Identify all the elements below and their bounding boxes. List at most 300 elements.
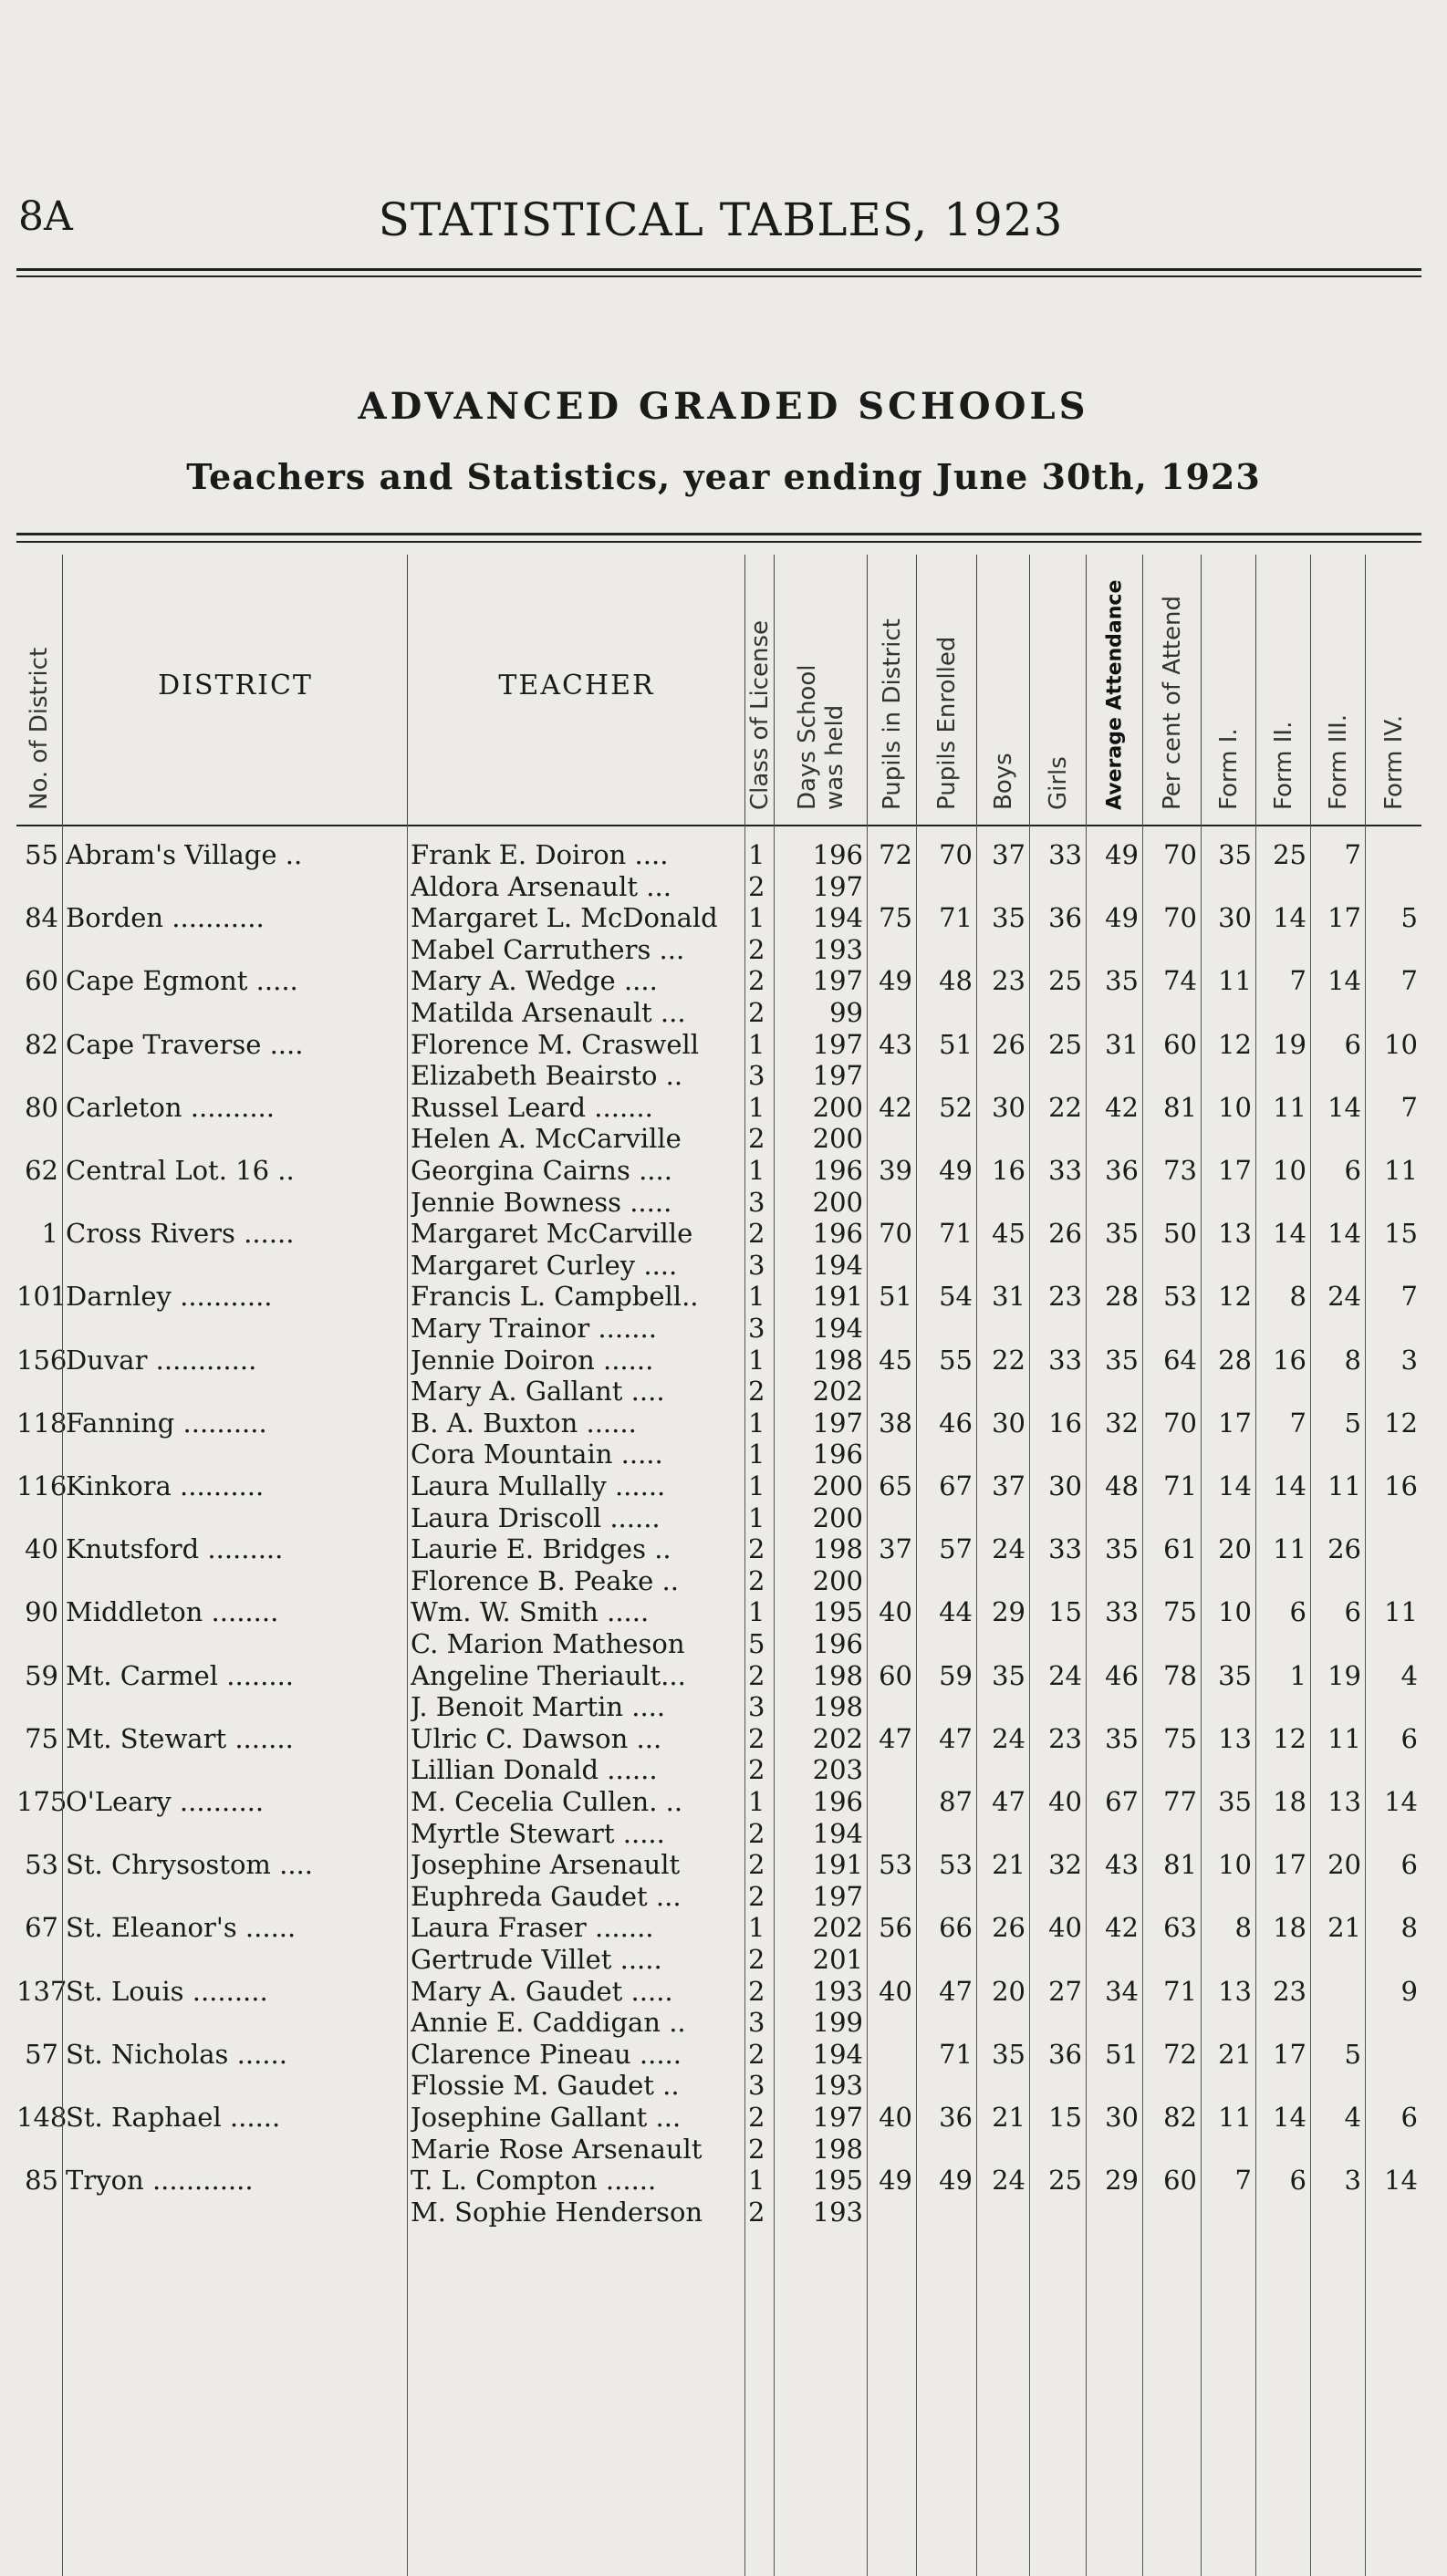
table-row <box>16 1881 1421 1913</box>
cell-cls: 1 <box>748 1596 765 1628</box>
cell-f1: 17 <box>1218 1407 1252 1439</box>
cell-avg: 31 <box>1105 1028 1139 1060</box>
cell-girls <box>1029 1881 1082 1913</box>
cell-f3 <box>1310 1123 1361 1155</box>
cell-pd: 65 <box>879 1470 912 1501</box>
cell-f2: 25 <box>1273 839 1306 870</box>
cell-district: Tryon ............ <box>66 2165 254 2197</box>
cell-pct: 75 <box>1163 1722 1197 1754</box>
table-row <box>16 2197 1421 2228</box>
cell-girls <box>1029 2197 1082 2228</box>
cell-f2: 14 <box>1273 1218 1306 1250</box>
cell-cls: 2 <box>748 870 765 902</box>
cell-f4 <box>1365 1123 1418 1155</box>
cell-pe: 36 <box>939 2102 973 2133</box>
cell-boys: 26 <box>992 1912 1025 1944</box>
table-row <box>16 2007 1421 2039</box>
cell-f3 <box>1310 1976 1361 2008</box>
cell-days: 200 <box>812 1501 863 1533</box>
col-header-label: TEACHER <box>498 670 655 701</box>
cell-pct: 70 <box>1163 902 1197 934</box>
cell-f3: 14 <box>1327 965 1361 997</box>
cell-district <box>66 1313 405 1345</box>
cell-f1 <box>1201 1439 1252 1470</box>
cell-f3: 5 <box>1344 1407 1361 1439</box>
cell-cls: 1 <box>748 1344 765 1376</box>
cell-pd: 37 <box>879 1533 912 1565</box>
cell-teacher: Josephine Gallant ... <box>411 2102 682 2133</box>
cell-no: 118 <box>16 1407 68 1439</box>
cell-cls: 2 <box>748 1564 765 1596</box>
cell-girls <box>1029 1250 1082 1282</box>
cell-f3 <box>1310 934 1361 966</box>
cell-girls <box>1029 1376 1082 1407</box>
cell-boys: 24 <box>992 2165 1025 2197</box>
cell-cls: 1 <box>748 1439 765 1470</box>
cell-f4: 15 <box>1384 1218 1418 1250</box>
cell-cls: 2 <box>748 1376 765 1407</box>
cell-no <box>16 1628 58 1660</box>
cell-f4: 16 <box>1384 1470 1418 1501</box>
cell-teacher: M. Sophie Henderson <box>411 2196 703 2228</box>
cell-pe: 55 <box>939 1344 973 1376</box>
cell-f1 <box>1201 1502 1252 1534</box>
cell-girls: 33 <box>1048 1155 1082 1186</box>
cell-pct <box>1142 1250 1197 1282</box>
cell-avg: 46 <box>1105 1659 1139 1691</box>
cell-f4 <box>1365 1313 1418 1345</box>
cell-girls: 22 <box>1048 1091 1082 1123</box>
cell-cls: 3 <box>748 1249 765 1281</box>
column-divider <box>774 825 775 2576</box>
column-divider <box>1255 825 1256 2576</box>
cell-no: 57 <box>25 2038 58 2070</box>
cell-no: 156 <box>16 1344 68 1376</box>
cell-pd <box>867 1881 912 1913</box>
cell-f4 <box>1365 2070 1418 2102</box>
cell-no <box>16 1502 58 1534</box>
cell-f3: 8 <box>1344 1344 1361 1376</box>
cell-pd <box>867 1691 912 1723</box>
cell-avg: 42 <box>1105 1912 1139 1944</box>
cell-f4: 9 <box>1400 1975 1418 2007</box>
cell-days: 197 <box>812 1880 863 1912</box>
cell-pe: 71 <box>939 902 973 934</box>
cell-boys: 37 <box>992 1470 1025 1501</box>
cell-cls: 1 <box>748 1281 765 1313</box>
cell-pct: 74 <box>1163 965 1197 997</box>
cell-no: 59 <box>25 1659 58 1691</box>
cell-f1: 11 <box>1218 965 1252 997</box>
col-header-form1 <box>1201 555 1256 825</box>
cell-avg: 35 <box>1105 1344 1139 1376</box>
table-row <box>16 1723 1421 1755</box>
cell-boys: 24 <box>992 1533 1025 1565</box>
cell-pct: 81 <box>1163 1091 1197 1123</box>
cell-f3: 11 <box>1327 1722 1361 1754</box>
cell-cls: 2 <box>748 997 765 1028</box>
cell-cls: 2 <box>748 1722 765 1754</box>
cell-district <box>66 997 405 1029</box>
cell-girls: 15 <box>1048 1596 1082 1628</box>
table-row <box>16 1912 1421 1944</box>
cell-teacher: B. A. Buxton ...... <box>411 1407 637 1439</box>
cell-boys <box>976 2070 1025 2102</box>
cell-district: O'Leary .......... <box>66 1786 265 1817</box>
cell-f1 <box>1201 1060 1252 1092</box>
cell-district: St. Chrysostom .... <box>66 1849 313 1881</box>
cell-no <box>16 1691 58 1723</box>
table-row <box>16 1754 1421 1786</box>
cell-boys: 23 <box>992 965 1025 997</box>
table-row <box>16 2134 1421 2166</box>
cell-boys <box>976 1187 1025 1219</box>
cell-district: Duvar ............ <box>66 1344 257 1376</box>
page-title: STATISTICAL TABLES, 1923 <box>378 193 1064 246</box>
table-row <box>16 1660 1421 1692</box>
cell-f1: 20 <box>1218 1533 1252 1565</box>
cell-girls: 16 <box>1048 1407 1082 1439</box>
cell-girls: 23 <box>1048 1722 1082 1754</box>
table-row <box>16 902 1421 934</box>
cell-no: 90 <box>25 1596 58 1628</box>
cell-pe <box>916 2134 973 2166</box>
cell-pe <box>916 1187 973 1219</box>
cell-no: 148 <box>16 2102 68 2133</box>
cell-teacher: Euphreda Gaudet ... <box>411 1880 682 1912</box>
cell-f3 <box>1310 1439 1361 1470</box>
cell-f2 <box>1255 2134 1306 2166</box>
cell-pe <box>916 2197 973 2228</box>
cell-girls <box>1029 1754 1082 1786</box>
cell-pe <box>916 1439 973 1470</box>
cell-f2 <box>1255 2007 1306 2039</box>
cell-days: 196 <box>812 839 863 870</box>
cell-f2: 6 <box>1289 1596 1306 1628</box>
cell-district: St. Raphael ...... <box>66 2102 281 2133</box>
cell-pd <box>867 1060 912 1092</box>
cell-teacher: Marie Rose Arsenault <box>411 2133 703 2165</box>
cell-f2 <box>1255 1691 1306 1723</box>
cell-teacher: Russel Leard ....... <box>411 1091 653 1123</box>
cell-avg: 28 <box>1105 1281 1139 1313</box>
cell-days: 196 <box>812 1155 863 1186</box>
table-row <box>16 1123 1421 1155</box>
cell-f1 <box>1201 997 1252 1029</box>
cell-f1 <box>1201 1881 1252 1913</box>
cell-pct <box>1142 2007 1197 2039</box>
cell-pe <box>916 997 973 1029</box>
table-row <box>16 1470 1421 1502</box>
cell-f2 <box>1255 1502 1306 1534</box>
col-header-no <box>16 555 62 825</box>
cell-cls: 1 <box>748 1501 765 1533</box>
cell-f2: 7 <box>1289 965 1306 997</box>
table-row <box>16 965 1421 997</box>
cell-girls <box>1029 1187 1082 1219</box>
cell-days: 198 <box>812 1533 863 1565</box>
cell-pe: 54 <box>939 1281 973 1313</box>
cell-cls: 2 <box>748 1123 765 1155</box>
cell-avg <box>1086 1565 1139 1597</box>
cell-avg: 67 <box>1105 1786 1139 1817</box>
cell-f3 <box>1310 1628 1361 1660</box>
cell-pct <box>1142 1818 1197 1850</box>
cell-pe: 47 <box>939 1722 973 1754</box>
cell-cls: 2 <box>748 1975 765 2007</box>
cell-f3 <box>1310 1376 1361 1407</box>
cell-days: 197 <box>812 965 863 997</box>
cell-no <box>16 1313 58 1345</box>
cell-boys <box>976 1439 1025 1470</box>
cell-f2 <box>1255 934 1306 966</box>
cell-girls: 25 <box>1048 1028 1082 1060</box>
cell-district <box>66 1754 405 1786</box>
cell-f4 <box>1365 1187 1418 1219</box>
cell-days: 197 <box>812 2102 863 2133</box>
cell-teacher: Clarence Pineau ..... <box>411 2038 682 2070</box>
cell-pd <box>867 1313 912 1345</box>
cell-girls <box>1029 997 1082 1029</box>
cell-pct <box>1142 2134 1197 2166</box>
cell-days: 197 <box>812 1028 863 1060</box>
cell-pct: 81 <box>1163 1849 1197 1881</box>
cell-teacher: M. Cecelia Cullen. .. <box>411 1786 683 1817</box>
cell-avg: 35 <box>1105 965 1139 997</box>
cell-pd <box>867 1818 912 1850</box>
col-header-girls <box>1029 555 1087 825</box>
cell-no: 53 <box>25 1849 58 1881</box>
table-row <box>16 1944 1421 1976</box>
cell-district: Cross Rivers ...... <box>66 1218 295 1250</box>
cell-f1 <box>1201 1250 1252 1282</box>
cell-f4: 11 <box>1384 1155 1418 1186</box>
cell-pct <box>1142 2070 1197 2102</box>
cell-f2 <box>1255 997 1306 1029</box>
cell-teacher: Mary Trainor ....... <box>411 1313 657 1344</box>
cell-f4 <box>1365 1565 1418 1597</box>
cell-days: 195 <box>812 1596 863 1628</box>
cell-teacher: Cora Mountain ..... <box>411 1439 663 1470</box>
cell-f1: 35 <box>1218 1659 1252 1691</box>
cell-girls: 27 <box>1048 1975 1082 2007</box>
cell-days: 196 <box>812 1786 863 1817</box>
cell-boys <box>976 1313 1025 1345</box>
cell-boys <box>976 2007 1025 2039</box>
cell-boys: 30 <box>992 1407 1025 1439</box>
cell-pct <box>1142 1313 1197 1345</box>
col-header-label: Form III. <box>1325 713 1352 810</box>
cell-f4: 3 <box>1400 1344 1418 1376</box>
cell-pd: 75 <box>879 902 912 934</box>
cell-f2 <box>1255 1123 1306 1155</box>
cell-days: 200 <box>812 1470 863 1501</box>
cell-pct: 60 <box>1163 2165 1197 2197</box>
col-header-label: Per cent of Attend <box>1159 596 1186 810</box>
cell-teacher: Josephine Arsenault <box>411 1849 681 1881</box>
table-row <box>16 934 1421 966</box>
table-row <box>16 1786 1421 1818</box>
cell-no: 1 <box>41 1218 58 1250</box>
cell-f4 <box>1365 1944 1418 1976</box>
cell-f4 <box>1365 1439 1418 1470</box>
cell-girls <box>1029 1628 1082 1660</box>
cell-f4 <box>1365 997 1418 1029</box>
cell-pct <box>1142 1060 1197 1092</box>
col-header-label: Pupils Enrolled <box>933 636 961 810</box>
cell-pct: 71 <box>1163 1470 1197 1501</box>
cell-avg: 49 <box>1105 902 1139 934</box>
cell-boys: 37 <box>992 839 1025 870</box>
cell-pe: 47 <box>939 1975 973 2007</box>
cell-pe <box>916 1818 973 1850</box>
cell-days: 193 <box>812 933 863 965</box>
cell-pe: 44 <box>939 1596 973 1628</box>
cell-district: St. Eleanor's ...... <box>66 1912 297 1944</box>
col-header-label: Average Attendance <box>1103 579 1127 810</box>
cell-f3: 14 <box>1327 1091 1361 1123</box>
cell-avg <box>1086 2070 1139 2102</box>
cell-f3 <box>1310 1944 1361 1976</box>
cell-f3 <box>1310 2197 1361 2228</box>
col-header-label: No. of District <box>26 647 53 810</box>
cell-f2 <box>1255 1754 1306 1786</box>
cell-boys <box>976 871 1025 903</box>
cell-cls: 2 <box>748 1817 765 1849</box>
cell-days: 203 <box>812 1754 863 1786</box>
cell-avg <box>1086 1881 1139 1913</box>
cell-no <box>16 1250 58 1282</box>
cell-no <box>16 1187 58 1219</box>
cell-avg <box>1086 1439 1139 1470</box>
cell-no <box>16 2134 58 2166</box>
cell-pct <box>1142 1628 1197 1660</box>
cell-girls: 24 <box>1048 1659 1082 1691</box>
cell-f2: 19 <box>1273 1028 1306 1060</box>
cell-no <box>16 934 58 966</box>
cell-f1 <box>1201 1691 1252 1723</box>
cell-pe: 87 <box>939 1786 973 1817</box>
cell-pct <box>1142 934 1197 966</box>
cell-f3 <box>1310 1881 1361 1913</box>
cell-no: 55 <box>25 839 58 870</box>
cell-pe <box>916 1628 973 1660</box>
cell-cls: 3 <box>748 1313 765 1344</box>
cell-pd <box>867 1944 912 1976</box>
cell-cls: 1 <box>748 1407 765 1439</box>
cell-avg <box>1086 934 1139 966</box>
cell-f3 <box>1310 2070 1361 2102</box>
cell-f1 <box>1201 1754 1252 1786</box>
cell-girls: 26 <box>1048 1218 1082 1250</box>
cell-cls: 1 <box>748 1470 765 1501</box>
cell-pd: 47 <box>879 1722 912 1754</box>
cell-district <box>66 1691 405 1723</box>
cell-days: 202 <box>812 1722 863 1754</box>
cell-f1: 35 <box>1218 1786 1252 1817</box>
cell-f3 <box>1310 1565 1361 1597</box>
cell-f2: 10 <box>1273 1155 1306 1186</box>
cell-f1 <box>1201 1628 1252 1660</box>
cell-teacher: Frank E. Doiron .... <box>411 839 669 870</box>
cell-f3 <box>1310 1313 1361 1345</box>
cell-pd <box>867 1376 912 1407</box>
cell-pd: 39 <box>879 1155 912 1186</box>
cell-pd <box>867 2197 912 2228</box>
cell-avg <box>1086 2007 1139 2039</box>
cell-district: Darnley ........... <box>66 1281 273 1313</box>
cell-no: 80 <box>25 1091 58 1123</box>
cell-district <box>66 1250 405 1282</box>
col-header-pupils-enrolled <box>916 555 977 825</box>
cell-girls <box>1029 1818 1082 1850</box>
cell-no <box>16 2007 58 2039</box>
cell-boys: 24 <box>992 1722 1025 1754</box>
cell-pd <box>867 1565 912 1597</box>
cell-boys: 31 <box>992 1281 1025 1313</box>
col-header-label: Boys <box>990 753 1017 810</box>
table-row <box>16 1628 1421 1660</box>
cell-boys <box>976 1060 1025 1092</box>
cell-girls <box>1029 2134 1082 2166</box>
cell-cls: 1 <box>748 902 765 934</box>
cell-pe: 48 <box>939 965 973 997</box>
cell-days: 199 <box>812 2007 863 2039</box>
cell-f1: 11 <box>1218 2102 1252 2133</box>
column-divider <box>62 825 63 2576</box>
cell-no <box>16 1881 58 1913</box>
cell-pd <box>867 2134 912 2166</box>
table-row <box>16 1502 1421 1534</box>
cell-pe: 59 <box>939 1659 973 1691</box>
cell-district <box>66 1502 405 1534</box>
cell-f1 <box>1201 1565 1252 1597</box>
cell-f4 <box>1365 1533 1418 1565</box>
column-divider <box>407 825 408 2576</box>
cell-no <box>16 2197 58 2228</box>
cell-district: Mt. Carmel ........ <box>66 1659 295 1691</box>
cell-days: 195 <box>812 2165 863 2197</box>
cell-f1: 8 <box>1234 1912 1252 1944</box>
cell-days: 200 <box>812 1123 863 1155</box>
cell-teacher: Florence B. Peake .. <box>411 1564 679 1596</box>
cell-girls <box>1029 1439 1082 1470</box>
cell-cls: 2 <box>748 1944 765 1975</box>
cell-days: 191 <box>812 1849 863 1881</box>
col-header-label: Pupils in District <box>879 618 906 810</box>
cell-f1: 35 <box>1218 839 1252 870</box>
cell-avg <box>1086 1060 1139 1092</box>
cell-girls: 40 <box>1048 1786 1082 1817</box>
cell-f4: 12 <box>1384 1407 1418 1439</box>
cell-f2: 16 <box>1273 1344 1306 1376</box>
cell-f1 <box>1201 1818 1252 1850</box>
cell-pe: 57 <box>939 1533 973 1565</box>
cell-pd: 43 <box>879 1028 912 1060</box>
cell-f1: 13 <box>1218 1722 1252 1754</box>
cell-avg <box>1086 1818 1139 1850</box>
cell-boys <box>976 1754 1025 1786</box>
col-header-label: Form I. <box>1215 728 1243 810</box>
cell-pd: 40 <box>879 1975 912 2007</box>
cell-pct <box>1142 1754 1197 1786</box>
cell-teacher: Laurie E. Bridges .. <box>411 1533 671 1565</box>
cell-days: 194 <box>812 1249 863 1281</box>
cell-avg: 43 <box>1105 1849 1139 1881</box>
cell-f4 <box>1365 2134 1418 2166</box>
cell-district <box>66 1439 405 1470</box>
column-divider <box>1029 825 1030 2576</box>
